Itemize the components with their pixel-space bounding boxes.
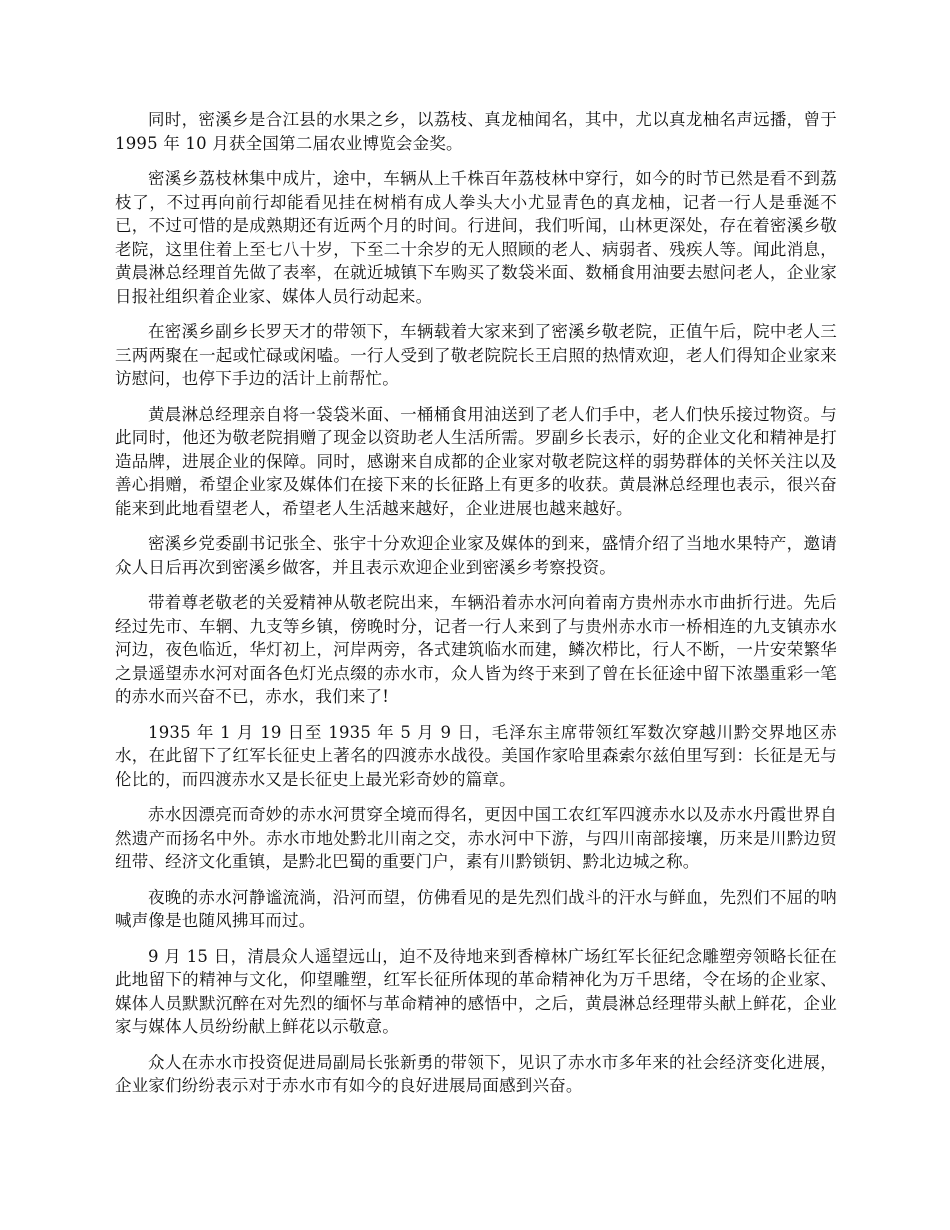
paragraph-6: 带着尊老敬老的关爱精神从敬老院出来，车辆沿着赤水河向着南方贵州赤水市曲折行进。先后经过先市、车辋、九支等乡镇，傍晚时分，记者一行人来到了与贵州赤水市一桥相连的九支镇赤水河边，夜色临近，华灯初上，河岸两旁，各式建筑临水而建，鳞次栉比，行人不断，一片安荣繁华之景遥望赤水河对面各色灯光点缀的赤水市，众人皆为终于来到了曾在长征途中留下浓墨重彩一笔的赤水而兴奋不已，赤水，我们来了! (115, 593, 837, 706)
paragraph-3: 在密溪乡副乡长罗天才的带领下，车辆载着大家来到了密溪乡敬老院，正值午后，院中老人三三两两聚在一起或忙碌或闲嗑。一行人受到了敬老院院长王启照的热情欢迎，老人们得知企业家来访慰问，也停下手边的活计上前帮忙。 (115, 322, 837, 388)
paragraph-8: 赤水因漂亮而奇妙的赤水河贯穿全境而得名，更因中国工农红军四渡赤水以及赤水丹霞世界自然遗产而扬名中外。赤水市地处黔北川南之交，赤水河中下游，与四川南部接壤，历来是川黔边贸纽带、经济文化重镇，是黔北巴蜀的重要门户，素有川黔锁钥、黔北边城之称。 (115, 805, 837, 871)
paragraph-1: 同时，密溪乡是合江县的水果之乡，以荔枝、真龙柚闻名，其中，尤以真龙柚名声远播，曾于 1995 年 10 月获全国第二届农业博览会金奖。 (115, 110, 837, 153)
paragraph-5: 密溪乡党委副书记张全、张宇十分欢迎企业家及媒体的到来，盛情介绍了当地水果特产，邀请众人日后再次到密溪乡做客，并且表示欢迎企业到密溪乡考察投资。 (115, 534, 837, 577)
article-body (115, 108, 837, 1110)
paragraph-7: 1935 年 1 月 19 日至 1935 年 5 月 9 日，毛泽东主席带领红军数次穿越川黔交界地区赤水，在此留下了红军长征史上著名的四渡赤水战役。美国作家哈里森索尔兹伯里写到：长征是无与伦比的，而四渡赤水又是长征史上最光彩奇妙的篇章。 (115, 722, 837, 789)
paragraph-10: 9 月 15 日，清晨众人遥望远山，迫不及待地来到香樟林广场红军长征纪念雕塑旁领略长征在此地留下的精神与文化，仰望雕塑，红军长征所体现的革命精神化为万千思绪，令在场的企业家、媒体人员默默沉醉在对先烈的缅怀与革命精神的感悟中，之后，黄晨淋总经理带头献上鲜花，企业家与媒体人员纷纷献上鲜花以示敬意。 (115, 946, 837, 1036)
paragraph-4: 黄晨淋总经理亲自将一袋袋米面、一桶桶食用油送到了老人们手中，老人们快乐接过物资。与此同时，他还为敬老院捐赠了现金以资助老人生活所需。罗副乡长表示，好的企业文化和精神是打造品牌，进展企业的保障。同时，感谢来自成都的企业家对敬老院这样的弱势群体的关怀关注以及善心捐赠，希望企业家及媒体们在接下来的长征路上有更多的收获。黄晨淋总经理也表示，很兴奋能来到此地看望老人，希望老人生活越来越好，企业进展也越来越好。 (115, 404, 837, 518)
paragraph-9: 夜晚的赤水河静谧流淌，沿河而望，仿佛看见的是先烈们战斗的汗水与鲜血，先烈们不屈的呐喊声像是也随风拂耳而过。 (115, 887, 837, 930)
paragraph-2: 密溪乡荔枝林集中成片，途中，车辆从上千株百年荔枝林中穿行，如今的时节已然是看不到荔枝了，不过再向前行却能看见挂在树梢有成人拳头大小尤显青色的真龙柚，记者一行人是垂涎不已，不过可惜的是成熟期还有近两个月的时间。行进间，我们听闻，山林更深处，存在着密溪乡敬老院，这里住着上至七八十岁，下至二十余岁的无人照顾的老人、病弱者、残疾人等。闻此消息，黄晨淋总经理首先做了表率，在就近城镇下车购买了数袋米面、数桶食用油要去慰问老人，企业家日报社组织着企业家、媒体人员行动起来。 (115, 169, 837, 306)
paragraph-11: 众人在赤水市投资促进局副局长张新勇的带领下，见识了赤水市多年来的社会经济变化进展，企业家们纷纷表示对于赤水市有如今的良好进展局面感到兴奋。 (115, 1052, 837, 1095)
